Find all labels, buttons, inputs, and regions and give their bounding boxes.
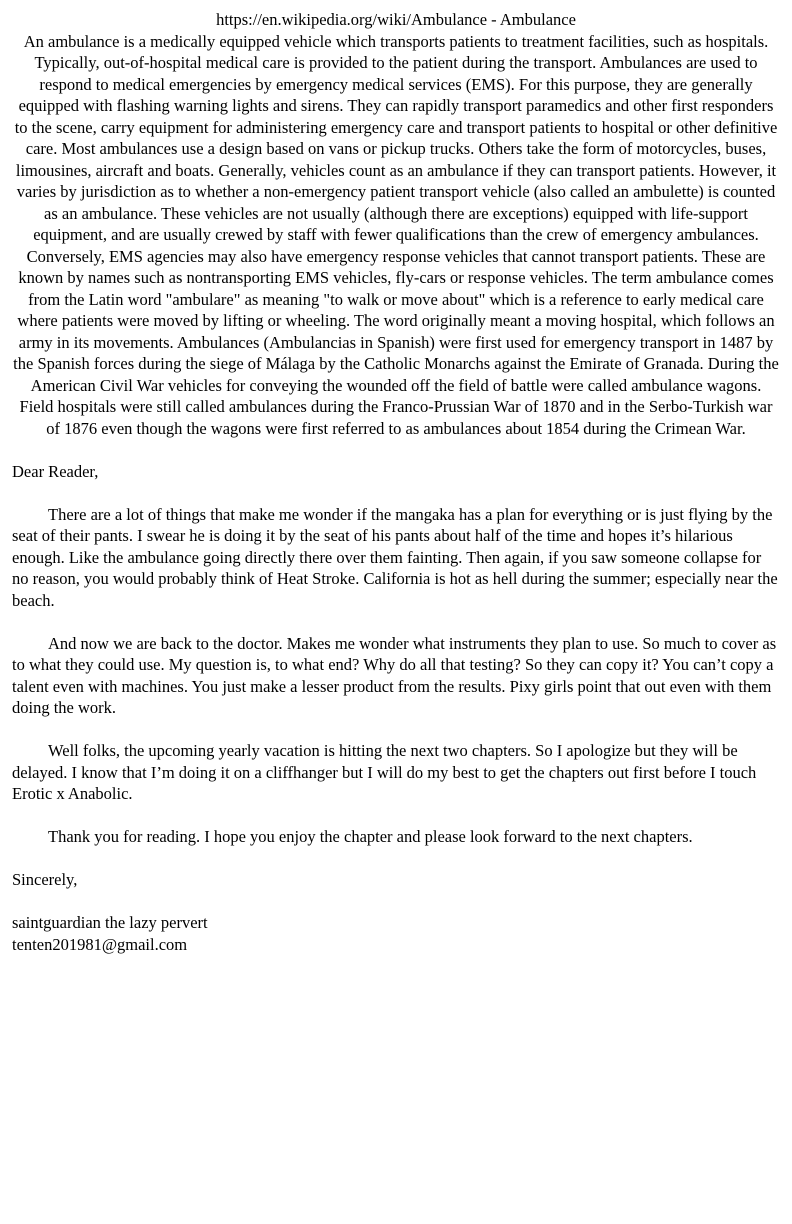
letter-paragraph-4: Thank you for reading. I hope you enjoy the chapter and please look forward to the next chapters. bbox=[48, 827, 693, 846]
signature-name: saintguardian the lazy pervert bbox=[12, 913, 208, 932]
letter-paragraph-3: Well folks, the upcoming yearly vacation is hitting the next two chapters. So I apologize but they will be delayed. I know that I’m doing it on a cliffhanger but I will do my best to get the chapters out first before I touch Erotic x Anabolic. bbox=[12, 741, 757, 803]
letter-paragraph-1: There are a lot of things that make me wonder if the mangaka has a plan for everything or is just flying by the seat of their pants. I swear he is doing it by the seat of his pants about half of the time and hopes it’s hilarious enough. Like the ambulance going directly there over them fainting. Then again, if you saw someone collapse for no reason, you would probably think of Heat Stroke. California is hot as hell during the summer; especially near the beach. bbox=[12, 504, 778, 610]
wikipedia-summary-block bbox=[12, 9, 780, 439]
letter-paragraph-2: And now we are back to the doctor. Makes me wonder what instruments they plan to use. So much to cover as to what they could use. My question is, to what end? Why do all that testing? So they can copy it? You can’t copy a talent even with machines. You just make a lesser product from the results. Pixy girls point that out even with them doing the work. bbox=[12, 633, 777, 717]
salutation: Dear Reader, bbox=[12, 461, 99, 481]
summary-text: An ambulance is a medically equipped vehicle which transports patients to treatment facilities, such as hospitals. Typically, out-of-hospital medical care is provided to the patient during the transport. Ambulances are used to respond to medical emergencies by emergency medical services (EMS). For this purpose, they are generally equipped with flashing warning lights and sirens. They can rapidly transport paramedics and other first responders to the scene, carry equipment for administering emergency care and transport patients to hospital or other definitive care. Most ambulances use a design based on vans or pickup trucks. Others take the form of motorcycles, buses, limousines, aircraft and boats. Generally, vehicles count as an ambulance if they can transport patients. However, it varies by jurisdiction as to whether a non-emergency patient transport vehicle (also called an ambulette) is counted as an ambulance. These vehicles are not usually (although there are exceptions) equipped with life-support equipment, and are usually crewed by staff with fewer qualifications than the crew of emergency ambulances. Conversely, EMS agencies may also have emergency response vehicles that cannot transport patients. These are known by names such as nontransporting EMS vehicles, fly-cars or response vehicles. The term ambulance comes from the Latin word "ambulare" as meaning "to walk or move about" which is a reference to early medical care where patients were moved by lifting or wheeling. The word originally meant a moving hospital, which follows an army in its movements. Ambulances (Ambulancias in Spanish) were first used for emergency transport in 1487 by the Spanish forces during the siege of Málaga by the Catholic Monarchs against the Emirate of Granada. During the American Civil War vehicles for conveying the wounded off the field of battle were called ambulance wagons. Field hospitals were still called ambulances during the Franco-Prussian War of 1870 and in the Serbo-Turkish war of 1876 even though the wagons were first referred to as ambulances about 1854 during the Crimean War. bbox=[13, 31, 779, 438]
closing: Sincerely, bbox=[12, 870, 78, 889]
reader-letter bbox=[12, 461, 780, 956]
source-line: https://en.wikipedia.org/wiki/Ambulance - Ambulance bbox=[216, 10, 576, 29]
signature-block bbox=[12, 912, 780, 955]
signature-email[interactable]: tenten201981@gmail.com bbox=[12, 934, 188, 954]
